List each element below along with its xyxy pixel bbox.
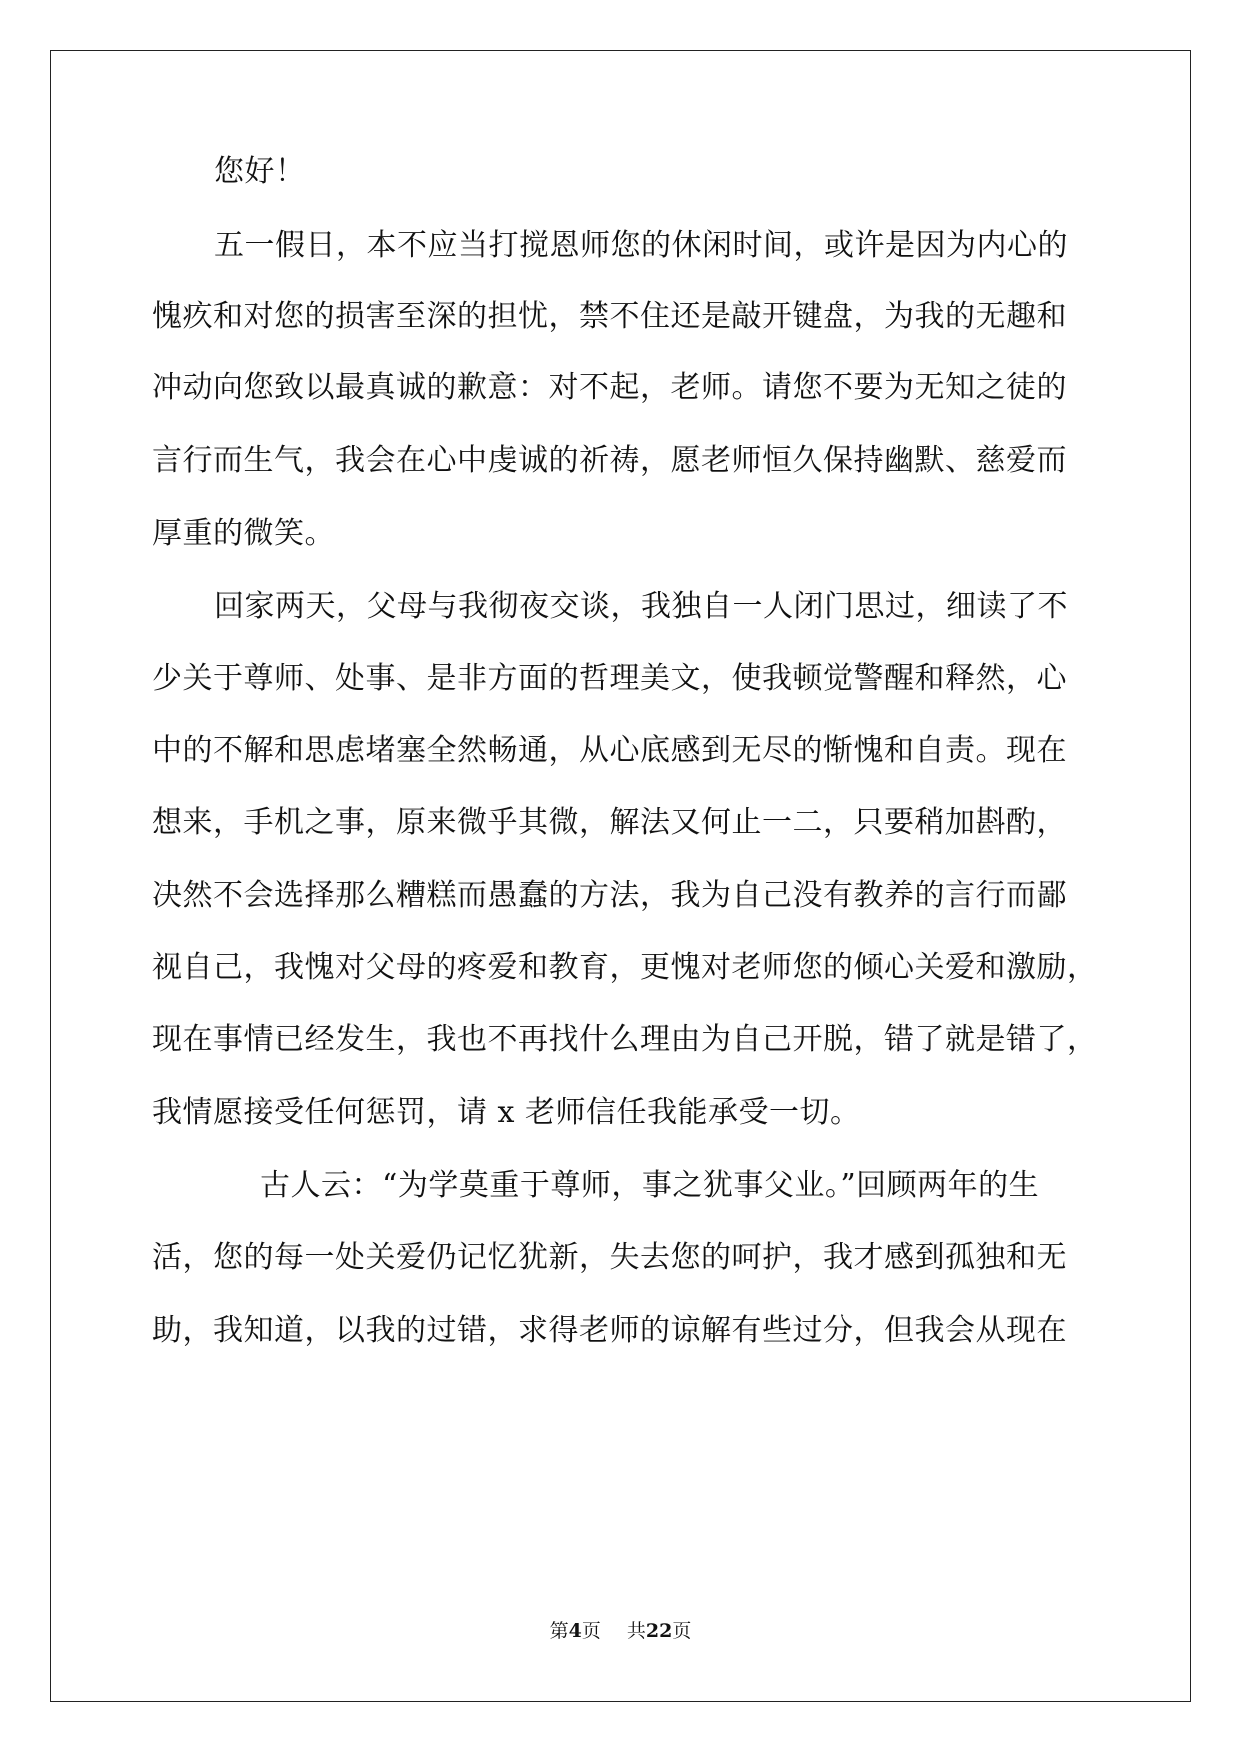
page-number: 4 xyxy=(568,1620,582,1642)
paragraph-3-line-1: 古人云：“为学莫重于尊师，事之犹事父业。”回顾两年的生 xyxy=(260,1168,1040,1203)
paragraph-3-line-2: 活，您的每一处关爱仍记忆犹新，失去您的呵护，我才感到孤独和无 xyxy=(152,1240,1067,1275)
page-footer xyxy=(0,1618,1241,1644)
paragraph-3-line-3: 助，我知道，以我的过错，求得老师的谅解有些过分，但我会从现在 xyxy=(152,1313,1067,1348)
paragraph-2-line-6: 视自己，我愧对父母的疼爱和教育，更愧对老师您的倾心关爱和激励， xyxy=(152,950,1098,985)
paragraph-1-line-2: 愧疚和对您的损害至深的担忧，禁不住还是敲开键盘，为我的无趣和 xyxy=(152,299,1067,334)
paragraph-2-line-8: 我情愿接受任何惩罚，请 x 老师信任我能承受一切。 xyxy=(152,1095,861,1130)
paragraph-1-line-3: 冲动向您致以最真诚的歉意：对不起，老师。请您不要为无知之徒的 xyxy=(152,370,1067,405)
paragraph-2-line-4: 想来，手机之事，原来微乎其微，解法又何止一二，只要稍加斟酌， xyxy=(152,805,1067,840)
total-prefix: 共 xyxy=(626,1620,646,1642)
page-suffix: 页 xyxy=(581,1620,601,1642)
total-pages: 22 xyxy=(645,1620,673,1642)
total-suffix: 页 xyxy=(672,1620,692,1642)
paragraph-2-line-1: 回家两天，父母与我彻夜交谈，我独自一人闭门思过，细读了不 xyxy=(214,589,1068,624)
page-prefix: 第 xyxy=(549,1620,569,1642)
paragraph-2-line-3: 中的不解和思虑堵塞全然畅通，从心底感到无尽的惭愧和自责。现在 xyxy=(152,733,1067,768)
paragraph-2-line-5: 决然不会选择那么糟糕而愚蠢的方法，我为自己没有教养的言行而鄙 xyxy=(152,878,1067,913)
paragraph-2-line-2: 少关于尊师、处事、是非方面的哲理美文，使我顿觉警醒和释然，心 xyxy=(152,661,1067,696)
paragraph-2-line-7: 现在事情已经发生，我也不再找什么理由为自己开脱，错了就是错了， xyxy=(152,1022,1098,1057)
greeting-line: 您好！ xyxy=(214,154,306,189)
paragraph-1-line-4: 言行而生气，我会在心中虔诚的祈祷，愿老师恒久保持幽默、慈爱而 xyxy=(152,443,1067,478)
paragraph-1-line-1: 五一假日，本不应当打搅恩师您的休闲时间，或许是因为内心的 xyxy=(214,228,1068,263)
paragraph-1-line-5: 厚重的微笑。 xyxy=(152,516,335,551)
